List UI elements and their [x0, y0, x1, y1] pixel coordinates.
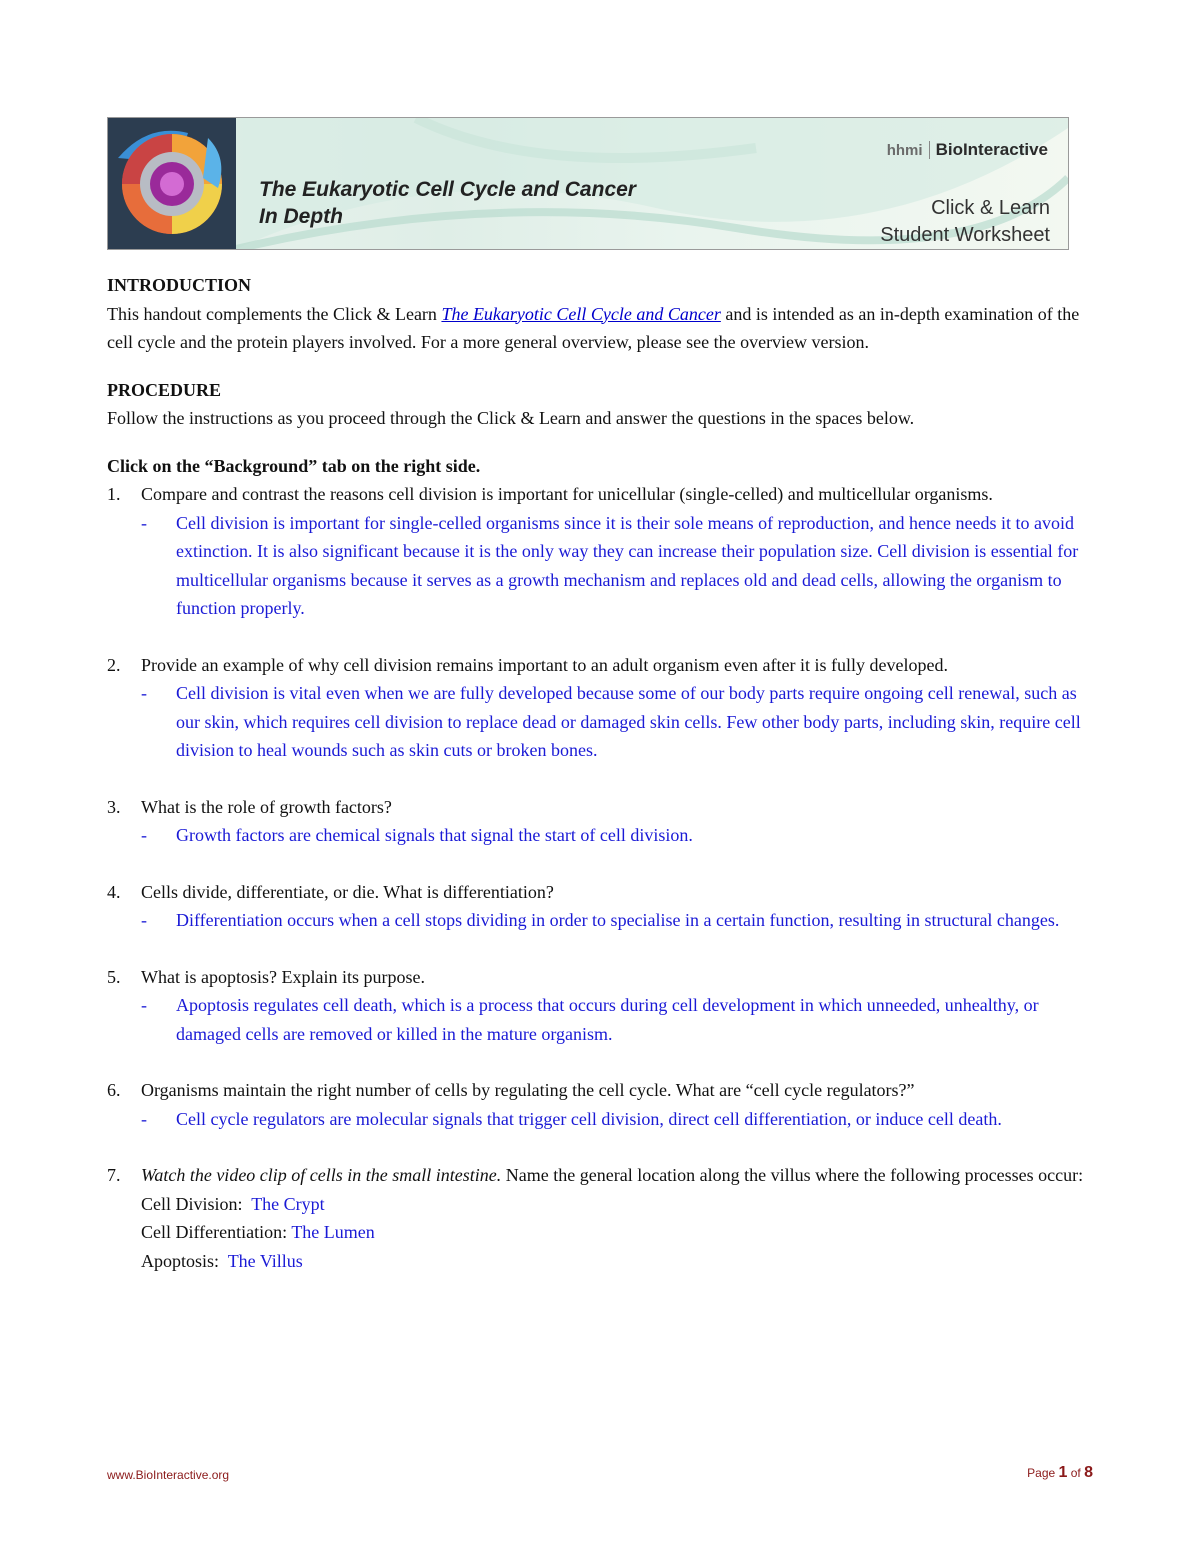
answer-text: Apoptosis regulates cell death, which is a process that occurs during cell development in which unneeded, unhealthy, or damaged cells are removed or killed in the mature organism.: [176, 995, 1039, 1044]
location-row-division: [107, 1190, 1087, 1219]
question-number: 5.: [107, 966, 121, 987]
question-1: [107, 480, 1087, 509]
brand-divider: [929, 141, 930, 159]
question-text: What is the role of growth factors?: [141, 796, 392, 817]
footer-website: www.BioInteractive.org: [107, 1468, 230, 1482]
answer-bullet: -: [141, 512, 147, 533]
location-answer: The Lumen: [291, 1222, 375, 1242]
answer-4: [107, 906, 1087, 935]
question-number: 6.: [107, 1080, 121, 1100]
question-number: 7.: [107, 1165, 121, 1185]
procedure-paragraph: Follow the instructions as you proceed through the Click & Learn and answer the questions in the spaces below.: [107, 408, 915, 428]
banner-title-line2: In Depth: [259, 205, 343, 228]
answer-2: [107, 679, 1087, 765]
banner-subtitle-line2: Student Worksheet: [880, 224, 1050, 246]
location-row-differentiation: [107, 1218, 1087, 1247]
question-text: Compare and contrast the reasons cell division is important for unicellular (single-celled) and multicellular organisms.: [141, 484, 993, 504]
answer-text: Cell division is vital even when we are fully developed because some of our body parts require ongoing cell renewal, such as our skin, which requires cell division to replace dead or damaged skin cells. Few other body parts, including skin, require cell division to heal wounds such as skin cuts or broken bones.: [176, 683, 1081, 760]
answer-bullet: -: [141, 683, 147, 703]
cell-cycle-logo: [108, 118, 236, 249]
intro-text-before-link: This handout complements the Click & Learn: [107, 303, 442, 324]
intro-heading: INTRODUCTION: [107, 275, 252, 295]
banner-title-line1: The Eukaryotic Cell Cycle and Cancer: [259, 178, 636, 201]
hhmi-logo: hhmi: [886, 141, 923, 159]
banner-subtitle: [880, 195, 1050, 249]
of-word: of: [1067, 1466, 1085, 1480]
question-7-text: Name the general location along the villus where the following processes occur:: [501, 1165, 1084, 1185]
location-label: Cell Differentiation:: [141, 1222, 292, 1242]
answer-text: Cell cycle regulators are molecular signals that trigger cell division, direct cell differentiation, or induce cell death.: [176, 1108, 1002, 1129]
question-4: [107, 878, 1087, 907]
question-list: [107, 480, 1087, 1161]
question-6: [107, 1076, 1087, 1105]
intro-text-after-link: and is intended as an in-depth examination of the cell cycle and the protein players involved. For a more general overview, please see the overview version.: [107, 303, 1080, 352]
section-instruction: Click on the “Background” tab on the right side.: [107, 455, 481, 476]
answer-text: Differentiation occurs when a cell stops dividing in order to specialise in a certain function, resulting in structural changes.: [176, 910, 1060, 930]
footer-page-number: [1027, 1464, 1093, 1482]
banner-subtitle-line1: Click & Learn: [931, 197, 1050, 219]
procedure-heading: PROCEDURE: [107, 379, 222, 400]
answer-1: [107, 509, 1087, 623]
answer-text: Cell division is important for single-celled organisms since it is their sole means of reproduction, and hence needs it to avoid extinction. It is also significant because it is the only way they can increase their population size. Cell division is essential for multicellular organisms because it serves as a growth mechanism and replaces old and dead cells, allowing the organism to function properly.: [176, 512, 1079, 618]
answer-bullet: -: [141, 1108, 147, 1129]
question-text: What is apoptosis? Explain its purpose.: [141, 966, 425, 987]
worksheet-body: [107, 271, 1087, 1275]
current-page: 1: [1058, 1464, 1068, 1481]
location-label: Cell Division:: [141, 1193, 252, 1214]
answer-bullet: -: [141, 995, 147, 1015]
answer-6: [107, 1105, 1087, 1134]
answer-5: [107, 991, 1087, 1048]
question-number: 4.: [107, 881, 121, 902]
question-5: [107, 963, 1087, 992]
answer-text: Growth factors are chemical signals that signal the start of cell division.: [176, 825, 693, 845]
question-7: [107, 1161, 1087, 1190]
question-number: 3.: [107, 796, 121, 817]
answer-3: [107, 821, 1087, 850]
click-learn-link[interactable]: The Eukaryotic Cell Cycle and Cancer: [441, 303, 721, 324]
biointeractive-brand: [887, 140, 1048, 160]
question-number: 1.: [107, 484, 121, 504]
question-7-italic: Watch the video clip of cells in the small intestine.: [141, 1165, 502, 1185]
question-text: Cells divide, differentiate, or die. What is differentiation?: [141, 881, 554, 902]
question-3: [107, 793, 1087, 822]
brand-name: BioInteractive: [935, 140, 1048, 159]
location-answer: The Villus: [227, 1250, 303, 1271]
banner-title: [259, 176, 636, 230]
question-text: Provide an example of why cell division remains important to an adult organism even after it is fully developed.: [141, 654, 948, 675]
question-2: [107, 651, 1087, 680]
question-number: 2.: [107, 654, 121, 675]
page-word: Page: [1027, 1466, 1059, 1480]
question-text: Organisms maintain the right number of cells by regulating the cell cycle. What are “cell cycle regulators?”: [141, 1080, 915, 1100]
header-banner: [107, 117, 1069, 250]
intro-paragraph: [107, 300, 1087, 357]
total-pages: 8: [1084, 1464, 1093, 1481]
location-label: Apoptosis:: [141, 1250, 228, 1271]
location-answer: The Crypt: [251, 1193, 325, 1214]
location-row-apoptosis: [107, 1247, 1087, 1276]
question-text: [141, 1161, 1087, 1190]
answer-bullet: -: [141, 825, 147, 845]
answer-bullet: -: [141, 910, 147, 930]
